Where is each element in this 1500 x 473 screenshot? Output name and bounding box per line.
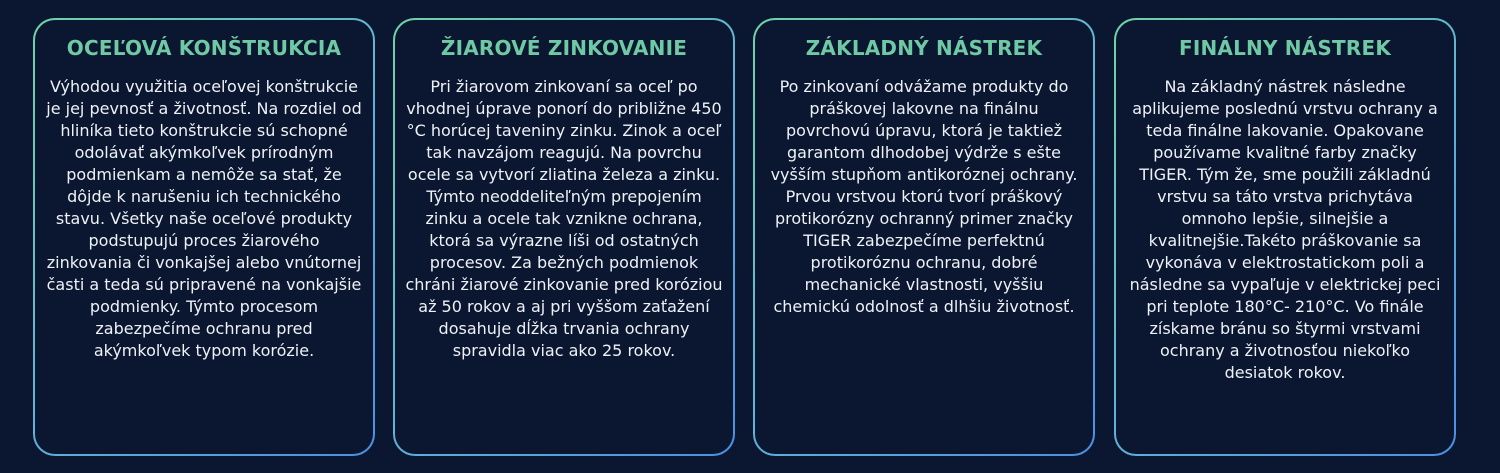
card-base-coating — [753, 18, 1095, 456]
card-title: ŽIAROVÉ ZINKOVANIE — [440, 36, 688, 60]
card-body: Výhodou využitia oceľovej konštrukcie je jej pevnosť a životnosť. Na rozdiel od hliníka tieto konštrukcie sú schopné odolávať akýmkoľvek prírodným podmienkam a nemôže sa stať, že dôjde k narušeniu ich technického stavu. Všetky naše oceľové produkty podstupujú proces žiarového zinkovania či vonkajšej alebo vnútornej časti a teda sú pripravené na vonkajšie podmienky. Týmto procesom zabezpečíme ochranu pred akýmkoľvek typom korózie. — [46, 77, 362, 360]
card-final-coating — [1114, 18, 1456, 456]
card-title: FINÁLNY NÁSTREK — [1178, 36, 1392, 60]
card-body: Po zinkovaní odvážame produkty do práškovej lakovne na finálnu povrchovú úpravu, ktorá je taktiež garantom dlhodobej výdrže s ešte vyšším stupňom antikoróznej ochrany. Prvou vrstvou ktorú tvorí práškový protikorózny ochranný primer značky TIGER zabezpečíme perfektnú protikoróznu ochranu, dobré mechanické vlastnosti, vyššiu chemickú odolnosť a dlhšiu životnosť. — [770, 77, 1078, 316]
card-body: Pri žiarovom zinkovaní sa oceľ po vhodnej úprave ponorí do približne 450 °C horúcej taveniny zinku. Zinok a oceľ tak navzájom reagujú. Na povrchu ocele sa vytvorí zliatina železa a zinku. Týmto neoddeliteľným prepojením zinku a ocele tak vznikne ochrana, ktorá sa výrazne líši od ostatných procesov. Za bežných podmienok chráni žiarové zinkovanie pred koróziou až 50 rokov a aj pri vyššom zaťažení dosahuje dĺžka trvania ochrany spravidla viac ako 25 rokov. — [405, 77, 723, 360]
card-body: Na základný nástrek následne aplikujeme poslednú vrstvu ochrany a teda finálne lakovanie. Opakovane používame kvalitné farby značky TIGER. Tým že, sme použili základnú vrstvu sa táto vrstva prichytáva omnoho lepšie, silnejšie a kvalitnejšie.Takéto práškovanie sa vykonáva v elektrostatickom poli a následne sa vypaľuje v elektrickej peci pri teplote 180°C- 210°C. Vo finále získame bránu so štyrmi vrstvami ochrany a životnosťou niekoľko desiatok rokov. — [1129, 77, 1441, 382]
card-title: ZÁKLADNÝ NÁSTREK — [805, 36, 1043, 60]
card-steel-construction — [33, 18, 375, 456]
card-title: OCEĽOVÁ KONŠTRUKCIA — [66, 36, 342, 60]
card-hot-dip-galvanizing — [393, 18, 735, 456]
